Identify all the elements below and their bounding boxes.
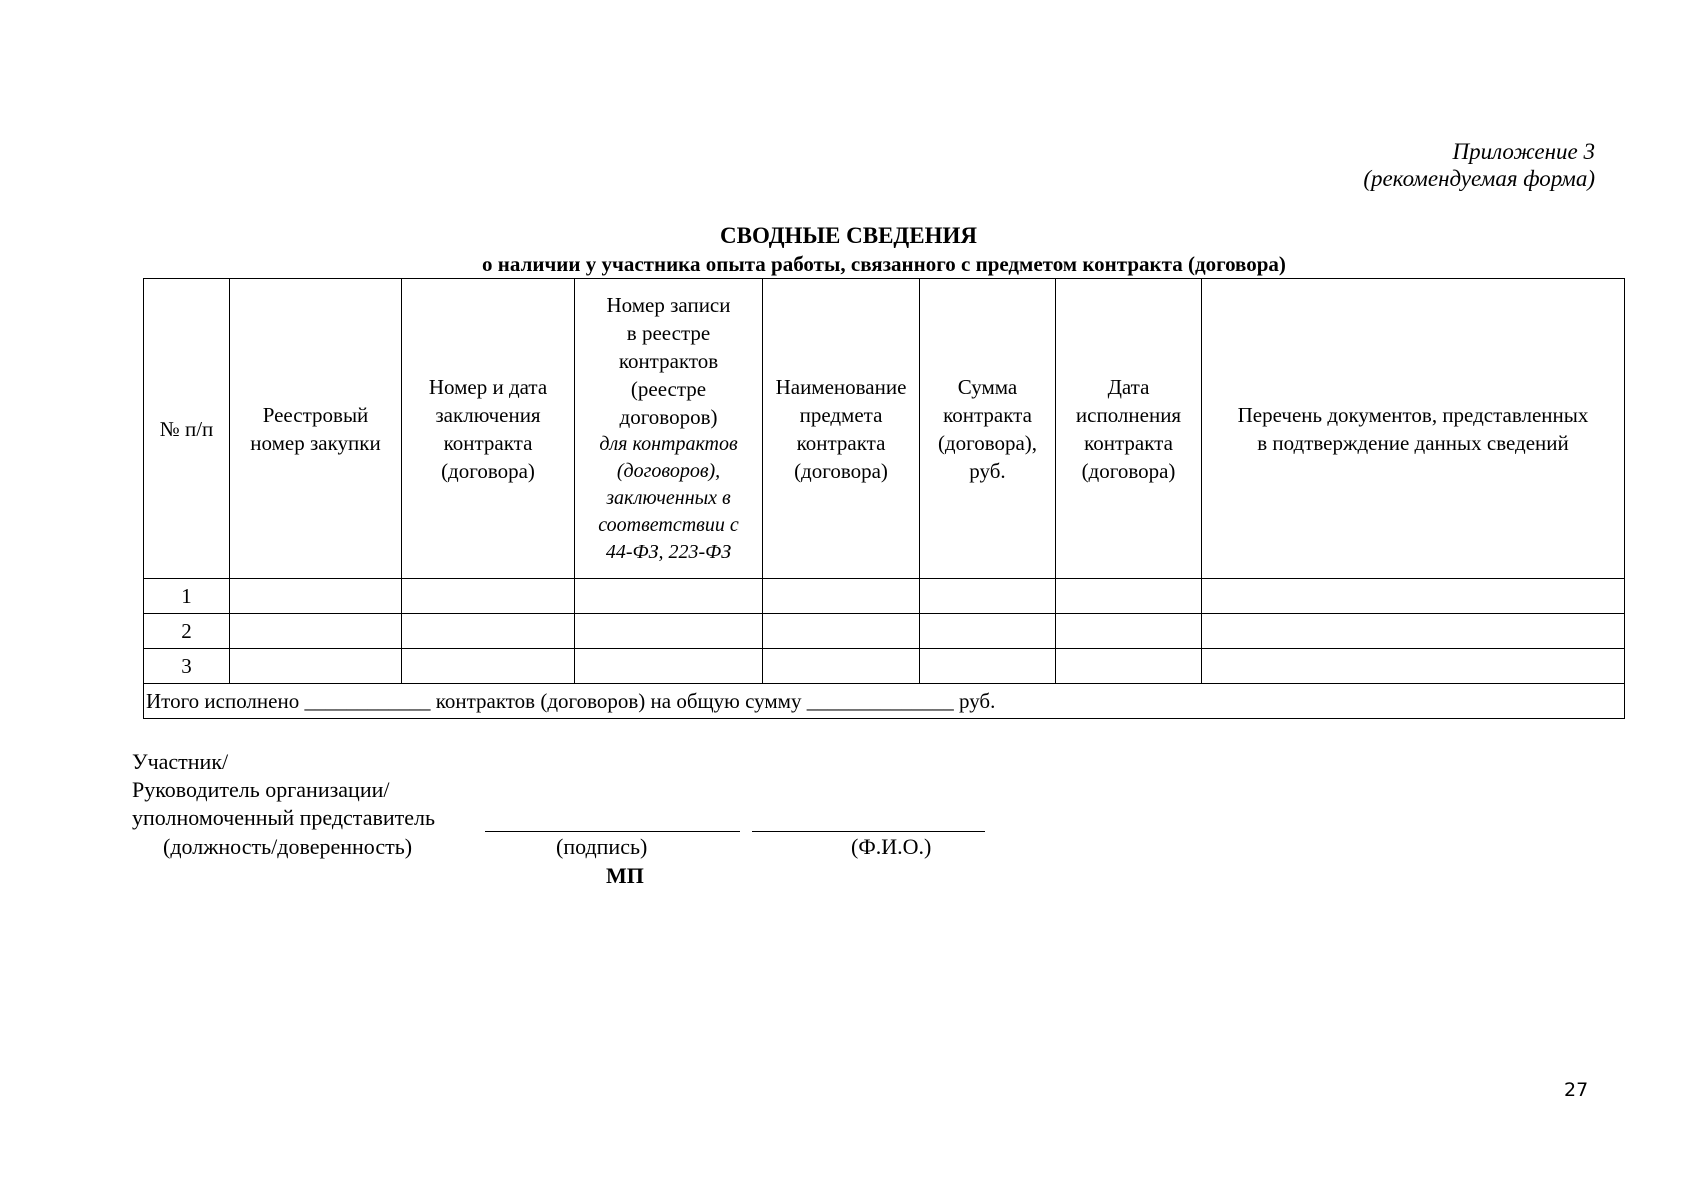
signature-participant: Участник/ <box>132 749 229 774</box>
table-header-row <box>144 279 1625 579</box>
name-line <box>752 831 985 832</box>
stamp-label: МП <box>606 863 644 888</box>
row-number: 2 <box>144 614 230 649</box>
experience-table <box>143 278 1625 719</box>
total-text: Итого исполнено ____________ контрактов (договоров) на общую сумму ______________ руб. <box>144 684 1625 719</box>
table-row <box>144 614 1625 649</box>
signature-head: Руководитель организации/ <box>132 777 390 802</box>
cell <box>920 614 1056 649</box>
cell <box>763 614 920 649</box>
cell <box>1056 649 1202 684</box>
cell <box>1202 614 1625 649</box>
header-registry-record: Номер записи в реестре контрактов (реестре договоров) для контрактов (договоров), заключенных в соответствии с 44-ФЗ, 223-ФЗ <box>575 279 763 579</box>
cell <box>575 579 763 614</box>
cell <box>230 649 402 684</box>
header-completion-date: Дата исполнения контракта (договора) <box>1056 279 1202 579</box>
header-registry-number: Реестровый номер закупки <box>230 279 402 579</box>
cell <box>920 649 1056 684</box>
cell <box>402 579 575 614</box>
caption-name: (Ф.И.О.) <box>851 834 932 859</box>
cell <box>920 579 1056 614</box>
header-num: № п/п <box>144 279 230 579</box>
row-number: 3 <box>144 649 230 684</box>
cell <box>1202 649 1625 684</box>
cell <box>575 649 763 684</box>
cell <box>402 614 575 649</box>
header-subject: Наименование предмета контракта (договора) <box>763 279 920 579</box>
cell <box>1202 579 1625 614</box>
page-number: 27 <box>1564 1079 1589 1101</box>
caption-position: (должность/доверенность) <box>163 834 413 859</box>
table-row <box>144 649 1625 684</box>
appendix-note <box>1363 138 1595 192</box>
cell <box>230 614 402 649</box>
document-title: СВОДНЫЕ СВЕДЕНИЯ <box>720 223 977 248</box>
row-number: 1 <box>144 579 230 614</box>
appendix-form-type: (рекомендуемая форма) <box>1363 166 1595 191</box>
signature-line <box>485 831 740 832</box>
cell <box>575 614 763 649</box>
header-documents: Перечень документов, представленных в подтверждение данных сведений <box>1202 279 1625 579</box>
signature-block <box>132 748 435 832</box>
document-subtitle: о наличии у участника опыта работы, связанного с предметом контракта (договора) <box>482 252 1286 276</box>
table-row <box>144 579 1625 614</box>
cell <box>230 579 402 614</box>
header-amount: Сумма контракта (договора), руб. <box>920 279 1056 579</box>
cell <box>1056 614 1202 649</box>
appendix-number: Приложение 3 <box>1452 139 1595 164</box>
registry-record-note: для контрактов (договоров), заключенных в соответствии с 44-ФЗ, 223-ФЗ <box>598 433 739 563</box>
signature-representative: уполномоченный представитель <box>132 805 436 830</box>
cell <box>402 649 575 684</box>
caption-signature: (подпись) <box>556 834 648 859</box>
total-row <box>144 684 1625 719</box>
cell <box>763 579 920 614</box>
cell <box>763 649 920 684</box>
cell <box>1056 579 1202 614</box>
header-contract-number-date: Номер и дата заключения контракта (договора) <box>402 279 575 579</box>
